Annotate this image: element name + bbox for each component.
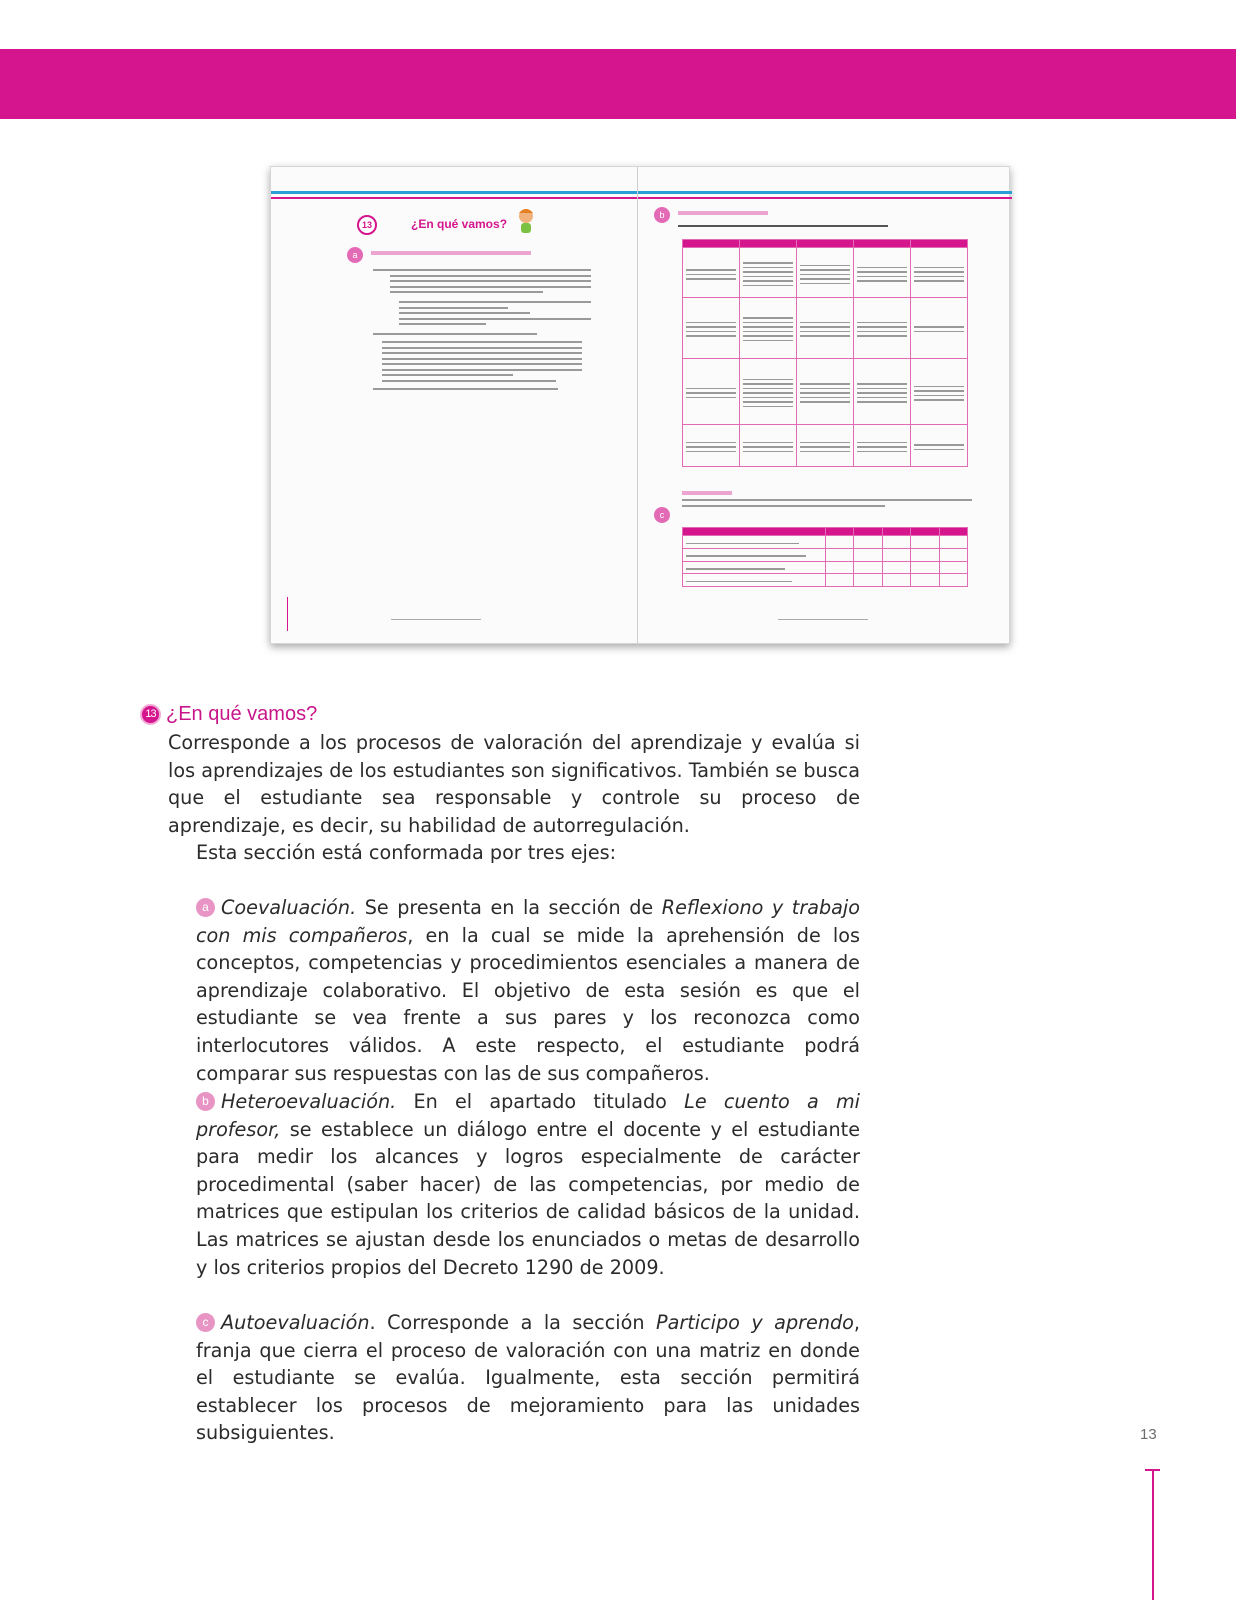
book-spread-thumbnail [270,166,1010,644]
heteroevaluacion-paragraph: b Heteroevaluación. En el apartado titulado Le cuento a mi profesor, se establece un diálogo entre el docente y el estudiante para medir los alcances y logros especialmente de carácter procedimental (saber hacer) de las competencias, por medio de matrices que estipulan los criterios de calidad básicos de la unidad. Las matrices se ajustan desde los enunciados o metas de desarrollo y los criterios propios del Decreto 1290 de 2009. [196,1090,861,1279]
thumbnail-left-text [373,269,591,393]
thumbnail-self-assessment-table [682,527,968,587]
badge-a: a [196,898,215,917]
section-heading [140,703,317,726]
page-number: 13 [1140,1426,1157,1443]
thumbnail-left-page [271,167,637,645]
autoevaluacion-paragraph: c Autoevaluación. Corresponde a la sección Participo y aprendo, franja que cierra el proceso de valoración con una matriz en donde el estudiante se evalúa. Igualmente, esta sección permitirá establecer los procesos de mejoramiento para las unidades subsiguientes. [196,1311,861,1445]
term-heteroevaluacion: Heteroevaluación. [221,1090,397,1113]
thumbnail-right-page [637,167,1011,645]
badge-c: c [196,1313,215,1332]
thumbnail-badge-c: c [654,507,670,523]
badge-b: b [196,1092,215,1111]
margin-rule [1152,1470,1154,1600]
term-autoevaluacion: Autoevaluación [221,1311,370,1334]
ref-participo: Participo y aprendo [656,1311,854,1334]
intro-paragraph: Corresponde a los procesos de valoración del aprendizaje y evalúa si los aprendizajes de los estudiantes son significativos. También se busca que el estudiante sea responsable y controle su proceso de aprendizaje, es decir, su habilidad de autorregulación. [168,731,860,837]
term-coevaluacion: Coevaluación. [221,896,357,919]
thumbnail-rubric-table [682,239,968,467]
top-color-band [0,49,1236,119]
thumbnail-badge-b: b [654,207,670,223]
section-title: ¿En qué vamos? [166,703,318,725]
thumbnail-left-heading: ¿En qué vamos? [411,217,508,231]
section-number-badge: 13 [140,704,161,725]
thumbnail-badge-a: a [347,247,363,263]
ref-reflexiono: Reflexiono y trabajo con mis compañeros [196,896,860,947]
cartoon-character-icon [515,207,537,237]
coevaluacion-paragraph: a Coevaluación. Se presenta en la sección de Reflexiono y trabajo con mis compañeros, en la cual se mide la aprehensión de los conceptos, competencias y procedimientos esenciales a manera de aprendizaje colaborativo. El objetivo de esta sesión es que el estudiante se vea frente a sus pares y los reconozca como interlocutores válidos. A este respecto, el estudiante podrá comparar sus respuestas con las de sus compañeros. [196,896,860,1085]
ref-le-cuento: Le cuento a mi profesor, [196,1090,861,1141]
thumbnail-section-number: 13 [357,215,377,235]
axes-intro: Esta sección está conformada por tres ejes: [196,841,617,864]
